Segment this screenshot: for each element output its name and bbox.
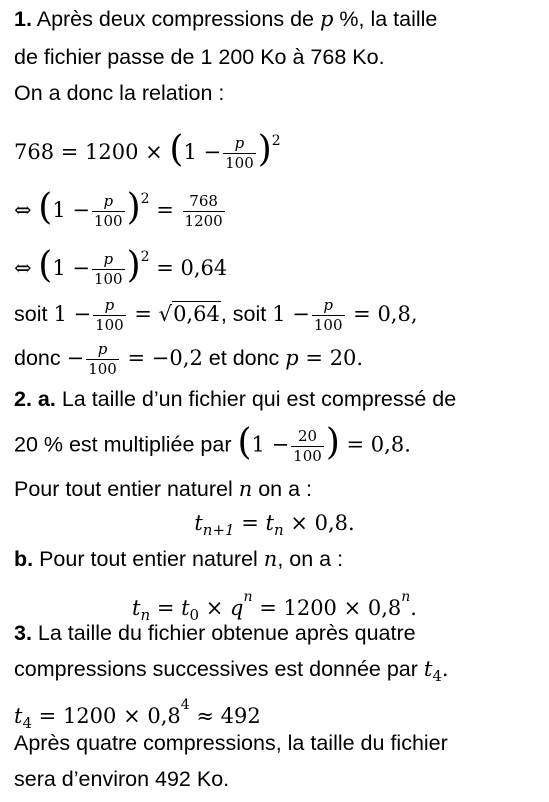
denominator: 100: [93, 211, 123, 230]
open-paren: (: [38, 187, 53, 229]
equation-1: [14, 128, 281, 172]
text: Pour tout entier naturel: [14, 477, 239, 501]
fraction-p-100: [86, 342, 119, 377]
open-paren: (: [38, 245, 53, 287]
var-t: t: [265, 511, 274, 535]
exponent: 4: [180, 697, 190, 713]
var-t: t: [194, 511, 203, 535]
text: Après deux compressions de: [31, 7, 320, 31]
numerator: p: [223, 136, 256, 154]
q3-conclusion-1: [14, 730, 448, 758]
soit-text: , soit: [220, 302, 273, 327]
equals-value: = 20.: [298, 346, 364, 371]
denominator: 1200: [184, 211, 223, 230]
close-paren: ): [126, 187, 141, 229]
fraction-p-100: [92, 249, 125, 288]
text: on a :: [252, 477, 312, 501]
expression: = 1200 × 0,8: [32, 704, 181, 728]
exponent: n: [243, 589, 253, 605]
equation-2: [14, 186, 227, 230]
exponent: 2: [271, 133, 281, 149]
var-t: t: [14, 704, 23, 728]
denominator: 100: [225, 153, 254, 172]
numerator: 768: [183, 194, 225, 212]
close-paren: ): [257, 129, 272, 171]
equation-3: [14, 244, 228, 288]
one-minus: 1 −: [52, 256, 90, 280]
text: Pour tout entier naturel: [33, 547, 264, 571]
equals: =: [149, 198, 181, 222]
var-n: n: [238, 477, 253, 501]
fraction-p-100: [223, 133, 256, 172]
text: Après quatre compressions, la taille du fichier: [14, 731, 448, 755]
donc-text: donc: [14, 346, 67, 371]
q1-intro-line-2: [14, 44, 385, 72]
one-minus: 1 −: [272, 302, 310, 327]
numerator: p: [312, 298, 345, 316]
open-paren: (: [169, 129, 184, 171]
q3-line-2: [14, 656, 449, 684]
question-number-2a: 2. a.: [14, 387, 56, 411]
exponent: 2: [140, 191, 150, 207]
var-p: p: [285, 346, 299, 371]
expression: × 0,8.: [283, 511, 355, 535]
var-n: n: [263, 547, 278, 571]
q2a-line-1: [14, 386, 456, 414]
one-minus: 1 −: [53, 302, 92, 327]
equals-value: = −0,2: [120, 346, 203, 371]
expression: = 1200 × 0,8: [252, 596, 402, 620]
equals-value: = 0,8,: [346, 302, 418, 327]
q1-intro-line-3: [14, 80, 224, 108]
subscript: 4: [432, 667, 442, 685]
text: , on a :: [277, 547, 344, 571]
text: La taille d’un fichier qui est compressé de: [55, 387, 457, 411]
open-paren: (: [237, 422, 252, 463]
close-paren: ): [126, 245, 141, 287]
equivalence-arrow: ⇔: [14, 198, 39, 222]
fraction-p-100: [92, 191, 125, 230]
subscript: n+1: [202, 521, 235, 539]
minus: −: [66, 346, 85, 371]
text: On a donc la relation :: [14, 81, 225, 105]
question-number-3: 3.: [14, 621, 32, 645]
subscript: n: [273, 521, 284, 539]
denominator: 100: [88, 360, 117, 378]
square-root: √0,64: [158, 302, 220, 327]
times: ×: [199, 596, 231, 620]
equals: =: [127, 302, 159, 327]
one-minus: 1 −: [52, 198, 90, 222]
approximation: ≈ 492: [189, 704, 261, 728]
period: .: [410, 596, 417, 620]
text: sera d’environ 492 Ko.: [14, 767, 230, 791]
numerator: p: [92, 252, 125, 270]
q2a-line-2: [14, 422, 411, 465]
radicand: 0,64: [173, 302, 220, 327]
denominator: 100: [95, 316, 124, 334]
var-t: t: [181, 596, 190, 620]
equation-4: [14, 296, 418, 334]
var-q: q: [230, 596, 244, 620]
text: de fichier passe de 1 200 Ko à 768 Ko.: [14, 45, 385, 69]
subscript: 0: [189, 606, 200, 624]
exponent: n: [401, 589, 411, 605]
one-minus: 1 −: [251, 432, 290, 457]
var-t: t: [423, 657, 433, 681]
q1-intro-line-1: [14, 6, 437, 34]
fraction-768-1200: [183, 191, 225, 230]
q3-conclusion-2: [14, 766, 229, 794]
fraction-20-100: [291, 426, 324, 465]
var-t: t: [132, 596, 141, 620]
denominator: 100: [93, 269, 123, 288]
equals-value: = 0,64: [149, 256, 228, 280]
explicit-formula: [0, 584, 549, 624]
numerator: p: [93, 298, 126, 316]
recurrence-formula: [0, 510, 549, 538]
question-number-2b: b.: [14, 547, 34, 571]
exponent: 2: [140, 249, 150, 265]
equation-5: [14, 340, 364, 378]
q3-line-1: [14, 620, 416, 648]
fraction-p-100: [312, 298, 345, 333]
text: La taille du fichier obtenue après quatre: [31, 621, 416, 645]
equivalence-arrow: ⇔: [14, 256, 39, 280]
q2b-line-1: [14, 546, 343, 574]
equals: =: [150, 596, 182, 620]
q3-equation: [14, 692, 261, 732]
subscript: n: [140, 606, 151, 624]
numerator: p: [92, 194, 125, 212]
var-p: p: [319, 7, 334, 31]
soit-text: soit: [14, 302, 54, 327]
numerator: 20: [291, 429, 324, 447]
text: 20 % est multipliée par: [14, 432, 238, 457]
denominator: 100: [293, 446, 322, 465]
text: compressions successives est donnée par: [14, 657, 424, 681]
numerator: p: [86, 342, 119, 360]
et-donc-text: et donc: [202, 346, 286, 371]
eq-lhs: 768 = 1200 ×: [14, 140, 170, 164]
denominator: 100: [313, 316, 343, 334]
text: %, la taille: [333, 7, 438, 31]
question-number-1: 1.: [14, 7, 32, 31]
one-minus: 1 −: [183, 140, 222, 164]
q2a-line-3: [14, 476, 312, 504]
equals: =: [234, 511, 266, 535]
close-paren: ): [325, 422, 340, 463]
equals-value: = 0,8.: [339, 432, 411, 457]
period: .: [441, 657, 449, 681]
subscript: 4: [22, 714, 32, 732]
fraction-p-100: [93, 298, 126, 333]
